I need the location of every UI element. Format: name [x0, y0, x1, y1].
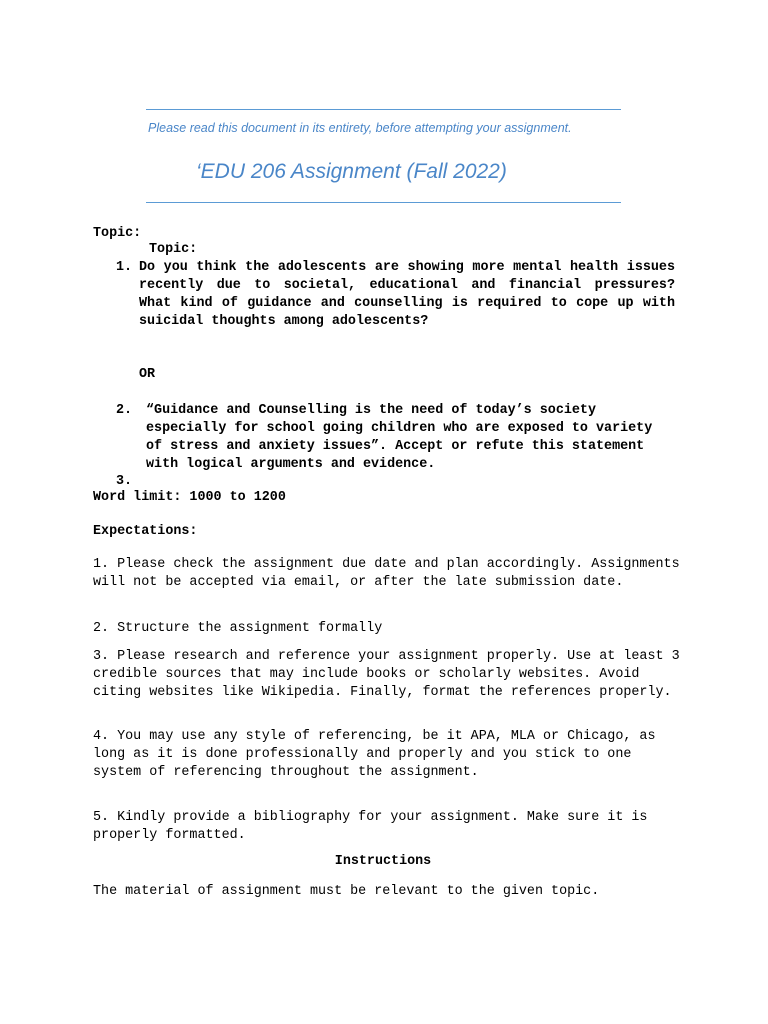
instructions-text: The material of assignment must be relevant to the given topic.: [93, 884, 600, 899]
document-title: ‘EDU 206 Assignment (Fall 2022): [196, 160, 507, 183]
or-separator: OR: [139, 367, 156, 382]
expectations-heading: Expectations:: [93, 524, 198, 539]
expectation-item-1: 1. Please check the assignment due date and plan accordingly. Assignments will not be accepted via email, or after the late submission date.: [93, 557, 680, 590]
topic-item-1-text: Do you think the adolescents are showing more mental health issues recently due to societal, educational and financial pressures? What kind of guidance and counselling is required to cope up with suicidal thoughts among adolescents?: [139, 260, 675, 329]
topic-item-1-number: 1.: [116, 260, 133, 275]
topic-item-2-text: “Guidance and Counselling is the need of today’s society especially for school going children who are exposed to variety of stress and anxiety issues”. Accept or refute this statement with logical arguments and evidence.: [146, 403, 653, 472]
topic-item-2-number: 2.: [116, 403, 133, 418]
expectation-item-5: 5. Kindly provide a bibliography for your assignment. Make sure it is properly formatted.: [93, 810, 648, 843]
topic-sublabel: Topic:: [149, 242, 198, 257]
header-rule-bottom: [146, 202, 621, 203]
expectation-item-4: 4. You may use any style of referencing, be it APA, MLA or Chicago, as long as it is done professionally and properly and you stick to one system of referencing throughout the assignment.: [93, 729, 656, 780]
expectation-item-3: 3. Please research and reference your assignment properly. Use at least 3 credible sources that may include books or scholarly websites. Avoid citing websites like Wikipedia. Finally, format the references properly.: [93, 649, 680, 700]
topic-label: Topic:: [93, 226, 142, 241]
read-notice: Please read this document in its entirety, before attempting your assignment.: [148, 121, 572, 135]
topic-item-3-number: 3.: [116, 474, 133, 489]
word-limit: Word limit: 1000 to 1200: [93, 490, 286, 505]
instructions-heading: Instructions: [334, 854, 432, 869]
expectation-item-2: 2. Structure the assignment formally: [93, 621, 383, 636]
header-rule-top: [146, 109, 621, 110]
